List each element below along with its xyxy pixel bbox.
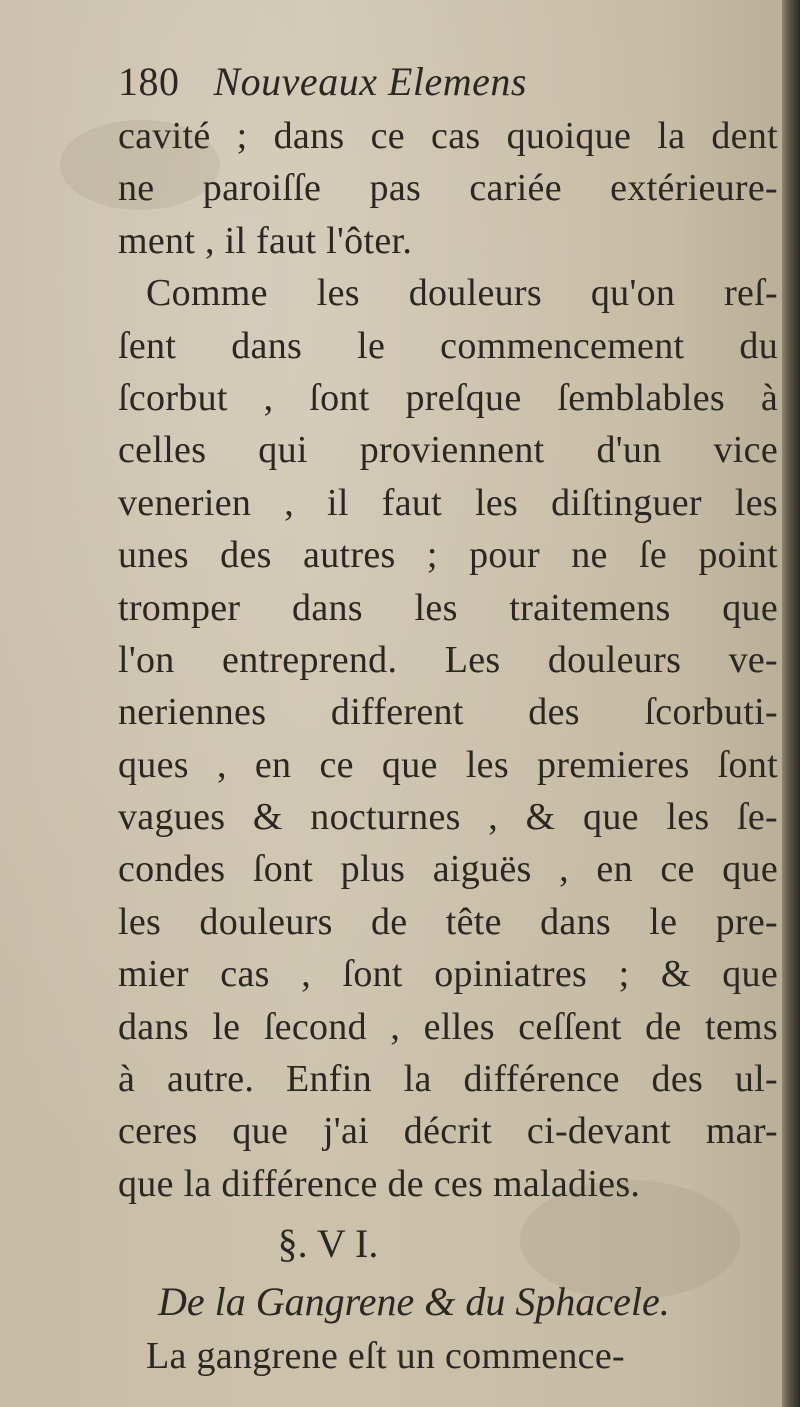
body-line: ſcorbut , ſont preſque ſemblables à	[118, 376, 778, 419]
body-line: unes des autres ; pour ne ſe point	[118, 534, 778, 577]
page-edge-shadow	[782, 0, 800, 1407]
page-number: 180	[118, 59, 180, 104]
text-block	[118, 58, 778, 1383]
body-line: tromper dans les traitemens que	[118, 586, 778, 629]
body-line: ne paroiſſe pas cariée extérieure-	[118, 167, 778, 210]
body-line: ques , en ce que les premieres ſont	[118, 743, 778, 786]
section-title: De la Gangrene & du Sphacele.	[158, 1279, 670, 1325]
body-line: venerien , il faut les diſtinguer les	[118, 481, 778, 524]
body-line: vagues & nocturnes , & que les ſe-	[118, 796, 778, 839]
page-header	[118, 58, 778, 110]
body-line: La gangrene eſt un commence-	[146, 1335, 625, 1378]
body-line: dans le ſecond , elles ceſſent de tems	[118, 1005, 778, 1048]
body-line: ceres que j'ai décrit ci-devant mar-	[118, 1110, 778, 1153]
body-line: cavité ; dans ce cas quoique la dent	[118, 115, 778, 157]
section-number: §. V I.	[277, 1221, 379, 1267]
body-line: mier cas , ſont opiniatres ; & que	[118, 953, 778, 996]
body-line: Comme les douleurs qu'on reſ-	[146, 272, 778, 315]
body-line: l'on entreprend. Les douleurs ve-	[118, 638, 778, 681]
body-line: neriennes different des ſcorbuti-	[118, 691, 778, 734]
body-line: condes ſont plus aiguës , en ce que	[118, 848, 778, 891]
body-line: ſent dans le commencement du	[118, 324, 778, 367]
running-title: Nouveaux Elemens	[213, 59, 527, 104]
body-line: les douleurs de tête dans le pre-	[118, 900, 778, 943]
body-line: que la différence de ces maladies.	[118, 1162, 641, 1205]
body-line: à autre. Enfin la différence des ul-	[118, 1058, 778, 1101]
body-line: ment , il faut l'ôter.	[118, 219, 413, 262]
body-line: celles qui proviennent d'un vice	[118, 429, 778, 472]
